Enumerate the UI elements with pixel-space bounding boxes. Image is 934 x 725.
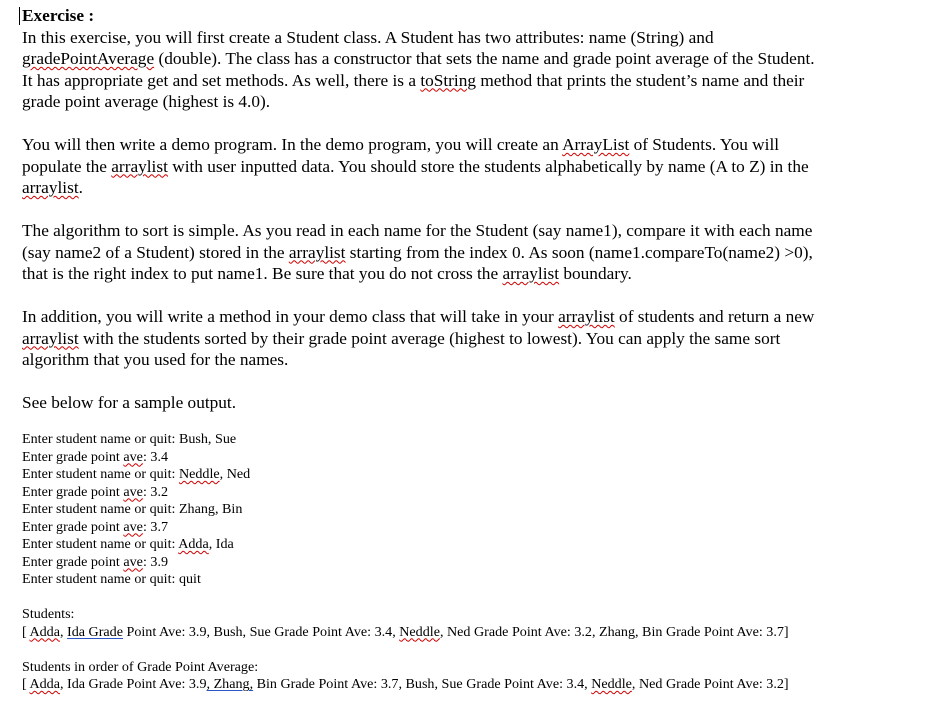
text-line — [22, 27, 927, 49]
text-line — [22, 156, 927, 178]
sample-input-block — [22, 431, 927, 589]
text-line — [22, 48, 927, 70]
text-run: Point Ave: 3.9, Bush, Sue Grade Point Ave: 3.4, — [122, 623, 400, 640]
text-run: with user inputted data. You should store the students alphabetically by name (A to Z) in the — [167, 156, 809, 176]
spellcheck-word: Neddle — [591, 676, 632, 692]
output-line — [22, 624, 927, 642]
text-run: : — [142, 483, 151, 500]
spellcheck-word: arraylist — [22, 328, 79, 348]
text-run: Bin Grade Point Ave: 3.7, Bush, Sue Grade Point Ave: 3.4, — [253, 676, 592, 692]
spellcheck-word: Adda — [29, 676, 60, 692]
text-run: Enter grade point — [22, 448, 124, 465]
text-run: , Ida Grade Point Ave: 3.9 — [59, 676, 207, 692]
text-run: Students in order of Grade Point Average: — [22, 658, 259, 675]
text-run: Students: — [22, 606, 75, 622]
paragraph-sort-by-gpa — [22, 306, 927, 371]
text-run: grade point average (highest is 4.0). — [22, 92, 271, 111]
spellcheck-word: ave — [123, 518, 143, 535]
text-run: algorithm that you used for the names. — [22, 350, 289, 369]
text-cursor — [19, 7, 20, 25]
spellcheck-word: arraylist — [111, 156, 168, 176]
text-run: : — [142, 553, 151, 570]
text-line — [22, 349, 927, 371]
document-body — [22, 5, 927, 694]
paragraph-intro — [22, 27, 927, 113]
text-run: [ — [22, 623, 30, 640]
text-run: : — [142, 518, 151, 535]
spellcheck-word: arraylist — [288, 242, 346, 262]
grammar-flag: Ida Grade — [67, 623, 123, 640]
text-run: Enter grade point — [22, 553, 124, 570]
text-run: You will then write a demo program. In the demo program, you will create an — [22, 135, 563, 154]
spellcheck-word: arraylist — [502, 264, 560, 283]
text-line — [22, 328, 927, 350]
text-run: 3.2 — [150, 483, 169, 500]
text-run: , Ned — [219, 466, 251, 482]
text-run: In addition, you will write a method in your demo class that will take in your — [22, 307, 559, 326]
exercise-heading: Exercise : — [22, 5, 927, 27]
sample-line — [22, 431, 927, 449]
text-run: Enter student name or quit: — [22, 501, 179, 517]
text-run: starting from the index 0. As soon (name1.compareTo(name2) >0), — [345, 242, 813, 262]
text-line — [22, 70, 927, 92]
text-run: : — [142, 448, 151, 465]
text-run: Enter student name or quit: — [22, 571, 179, 587]
paragraph-demo — [22, 134, 927, 199]
sample-line — [22, 484, 927, 502]
text-run: of students and return a new — [614, 307, 815, 326]
output-label — [22, 659, 927, 677]
spellcheck-word: ave — [123, 553, 143, 570]
sample-line — [22, 466, 927, 484]
text-run: [ — [22, 676, 30, 692]
text-run: , Ned Grade Point Ave: 3.2, Zhang, Bin Grade Point Ave: 3.7] — [439, 623, 789, 640]
sample-line — [22, 554, 927, 572]
text-run: Enter student name or quit: — [22, 536, 179, 552]
sample-output-students — [22, 606, 927, 641]
text-run: populate the — [22, 156, 112, 176]
text-run: , — [59, 623, 68, 640]
spellcheck-word: ArrayList — [562, 135, 630, 154]
spellcheck-word: arraylist — [22, 178, 79, 197]
text-run: that is the right index to put name1. Be sure that you do not cross the — [22, 264, 503, 283]
text-run: Enter student name or quit: — [22, 431, 179, 447]
spellcheck-word: ave — [123, 483, 143, 500]
text-run: . — [78, 178, 83, 197]
sample-intro — [22, 392, 927, 414]
output-line — [22, 676, 927, 694]
text-run: boundary. — [559, 264, 632, 283]
spellcheck-word: Adda — [29, 623, 60, 640]
text-run: (say name2 of a Student) stored in the — [22, 242, 289, 262]
text-line — [22, 134, 927, 156]
text-run: quit — [178, 571, 201, 587]
text-line — [22, 306, 927, 328]
text-run: See below for a sample output. — [22, 393, 237, 412]
text-run: In this exercise, you will first create a Student class. A Student has two attributes: name (String) and — [22, 27, 714, 47]
sample-line — [22, 571, 927, 589]
paragraph-algorithm — [22, 220, 927, 285]
text-run: Bush, Sue — [178, 431, 237, 447]
text-run: of Students. You will — [629, 135, 780, 154]
spellcheck-word: toString — [420, 70, 477, 90]
sample-line — [22, 519, 927, 537]
text-run: Enter grade point — [22, 483, 124, 500]
spellcheck-word: ave — [123, 448, 143, 465]
text-line — [22, 91, 927, 113]
text-run: , Ned Grade Point Ave: 3.2] — [631, 676, 789, 692]
text-line — [22, 263, 927, 285]
text-run: with the students sorted by their grade point average (highest to lowest). You can apply the same sort — [78, 328, 781, 348]
spellcheck-word: arraylist — [558, 307, 615, 326]
text-run: The algorithm to sort is simple. As you read in each name for the Student (say name1), compare it with each name — [22, 221, 813, 240]
text-run: Enter student name or quit: — [22, 466, 179, 482]
text-line — [22, 242, 927, 264]
spellcheck-word: Neddle — [399, 623, 440, 640]
text-line — [22, 177, 927, 199]
sample-output-sorted — [22, 659, 927, 694]
sample-line — [22, 536, 927, 554]
spellcheck-word: gradePointAverage — [22, 49, 155, 68]
spellcheck-word: Adda — [178, 536, 209, 552]
text-run: method that prints the student’s name and their — [476, 70, 805, 90]
text-run: 3.9 — [150, 553, 169, 570]
text-run: (double). The class has a constructor that sets the name and grade point average of the Student. — [154, 49, 815, 68]
grammar-flag: , Zhang, — [206, 676, 254, 692]
text-run: 3.7 — [150, 518, 169, 535]
output-label — [22, 606, 927, 624]
spellcheck-word: Neddle — [178, 466, 220, 482]
text-run: It has appropriate get and set methods. As well, there is a — [22, 70, 421, 90]
text-line — [22, 220, 927, 242]
text-run: , Ida — [208, 536, 234, 552]
text-run: 3.4 — [150, 448, 169, 465]
sample-line — [22, 501, 927, 519]
text-run: Zhang, Bin — [178, 501, 243, 517]
sample-line — [22, 449, 927, 467]
text-run: Enter grade point — [22, 518, 124, 535]
